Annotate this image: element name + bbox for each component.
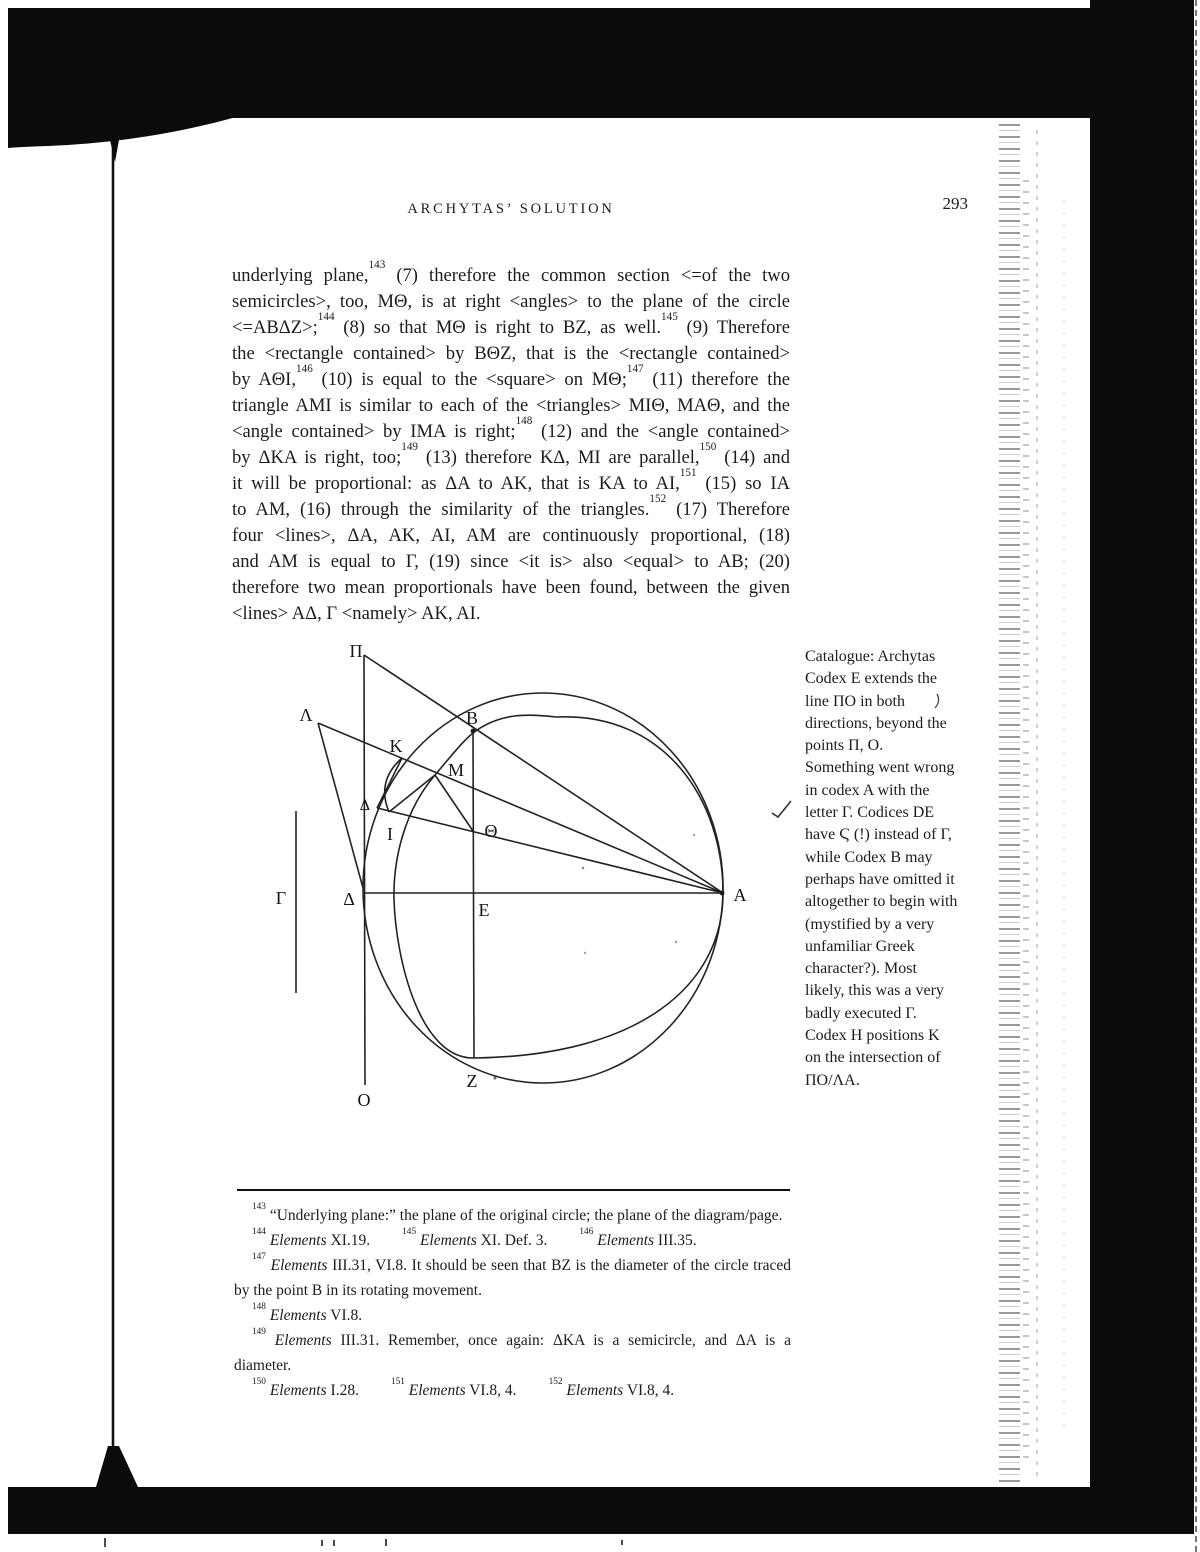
- text-line: by ΔKA is right, too;$^{149}$ (13) therefore KΔ, MI are parallel,$^{150}$ (14) and: [232, 441, 791, 468]
- scan-speck: [584, 952, 586, 954]
- label-delta: Δ: [343, 889, 355, 909]
- margin-note-line: altogether to begin with: [805, 893, 958, 911]
- footnote-line: diameter.: [234, 1357, 292, 1374]
- line-a-b-pi: [364, 655, 723, 893]
- line-pi-o: [364, 655, 365, 1085]
- margin-note-line: perhaps have omitted it: [805, 870, 955, 888]
- point-b-dot: [471, 729, 476, 734]
- footnote-line: $^{143}$ “Underlying plane:” the plane of the original circle; the plane of the diagram/page.: [252, 1202, 783, 1224]
- label-b: B: [465, 708, 479, 728]
- text-line: therefore two mean proportionals have been found, between the given: [232, 577, 790, 598]
- footnote-line: by the point B in its rotating movement.: [234, 1282, 482, 1299]
- margin-note-line: ΠΟ/ΛΑ.: [805, 1071, 860, 1089]
- margin-note-line: points Π, Ο.: [805, 737, 884, 755]
- scan-speck: [693, 834, 695, 836]
- margin-note-line: Catalogue: Archytas: [805, 648, 936, 665]
- text-line: four <lines>, ΔA, AK, AI, AM are continuously proportional, (18): [232, 525, 790, 546]
- page-number: 293: [942, 194, 968, 213]
- label-m: M: [447, 760, 465, 780]
- spine-flare-bottom: [96, 1446, 138, 1487]
- label-e: E: [478, 900, 490, 920]
- margin-note-line: while Codex B may: [805, 848, 933, 866]
- label-pi: Π: [349, 641, 363, 661]
- scan-speck: [494, 1077, 497, 1080]
- margin-note-line: Codex E extends the: [805, 670, 937, 688]
- footnotes-block: [234, 1203, 791, 1403]
- label-delta-upper: Δ: [359, 797, 370, 814]
- text-line: to AM, (16) through the similarity of the triangles.$^{152}$ (17) Therefore: [232, 493, 790, 520]
- margin-note-line: Something went wrong: [805, 759, 955, 777]
- margin-note-line: character?). Most: [805, 960, 917, 978]
- label-a: A: [733, 885, 747, 905]
- label-k: K: [389, 736, 403, 756]
- diagram-figure: [276, 641, 747, 1110]
- text-line: <angle contained> by IMA is right;$^{148}$ (12) and the <angle contained>: [232, 415, 790, 442]
- label-i: I: [387, 824, 393, 844]
- line-m-theta: [435, 775, 473, 831]
- line-m-i: [389, 775, 435, 812]
- margin-note-line: likely, this was a very: [805, 982, 944, 1000]
- footnote-line: $^{144}$ Elements XI.19. $^{145}$ Elements XI. Def. 3. $^{146}$ Elements III.35.: [252, 1227, 697, 1249]
- text-line: underlying plane,$^{143}$ (7) therefore the common section <=of the two: [232, 259, 790, 286]
- text-line: triangle AMI is similar to each of the <triangles> MIΘ, MAΘ, and the: [232, 395, 790, 416]
- margin-note-line: on the intersection of: [805, 1049, 941, 1067]
- footnote-line: $^{148}$ Elements VI.8.: [252, 1302, 363, 1324]
- text-line: and AM is equal to Γ, (19) since <it is> also <equal> to AB; (20): [232, 551, 790, 572]
- rotated-circle-curve: [394, 715, 723, 1058]
- label-lambda: Λ: [299, 705, 313, 725]
- label-theta: Θ: [484, 821, 498, 841]
- footnote-line: $^{150}$ Elements I.28. $^{151}$ Elements VI.8, 4. $^{152}$ Elements VI.8, 4.: [252, 1377, 675, 1399]
- margin-note-line: in codex A with the: [805, 781, 930, 799]
- text-line: semicircles>, too, MΘ, is at right <angles> to the plane of the circle: [232, 291, 790, 312]
- label-gamma: Γ: [275, 888, 287, 908]
- bottom-edge-ticks: [105, 1538, 622, 1547]
- running-head-title: ARCHYTAS’ SOLUTION: [407, 201, 615, 217]
- margin-note-catalogue: [805, 646, 995, 1092]
- margin-note-line: (mystified by a very: [805, 915, 935, 933]
- margin-note-line: badly executed Γ.: [805, 1004, 917, 1022]
- footnote-rule: [237, 1189, 790, 1191]
- spine-flare-top: [105, 118, 123, 162]
- margin-note-line: have Ϛ (!) instead of Γ,: [805, 826, 952, 844]
- chord-b-e-z: [473, 730, 474, 1058]
- text-line: <=ABΔZ>;$^{144}$ (8) so that MΘ is right to BZ, as well.$^{145}$ (9) Therefore: [232, 311, 790, 338]
- footnote-line: $^{149}$ Elements III.31. Remember, once again: ΔKA is a semicircle, and ΔA is a: [252, 1327, 791, 1349]
- margin-note-line: Codex H positions K: [805, 1027, 940, 1045]
- margin-note-line: line ΠΟ in both: [805, 692, 905, 710]
- footnote-line: $^{147}$ Elements III.31, VI.8. It should be seen that BZ is the diameter of the circle traced: [252, 1252, 792, 1274]
- margin-note-line: unfamiliar Greek: [805, 937, 915, 955]
- text-line: by AΘI,$^{146}$ (10) is equal to the <square> on MΘ;$^{147}$ (11) therefore the: [232, 363, 790, 390]
- point-a-dot: [720, 891, 725, 896]
- stray-check-mark: [772, 801, 791, 817]
- line-lambda-delta: [318, 723, 363, 888]
- label-o: O: [357, 1090, 371, 1110]
- scan-speck: [675, 941, 677, 943]
- text-line: it will be proportional: as ΔA to AK, that is KA to AI,$^{151}$ (15) so IA: [232, 467, 791, 494]
- label-z: Z: [466, 1071, 478, 1091]
- line-k-delta: [377, 758, 402, 808]
- text-line: <lines> AΔ, Γ <namely> AK, AI.: [232, 603, 481, 624]
- margin-note-line: letter Γ. Codices DE: [805, 804, 935, 822]
- margin-note-line: directions, beyond the: [805, 714, 947, 732]
- circle-abdz: [363, 693, 723, 1083]
- scan-speck: [582, 867, 585, 870]
- text-line: the <rectangle contained> by BΘZ, that is the <rectangle contained>: [232, 343, 790, 364]
